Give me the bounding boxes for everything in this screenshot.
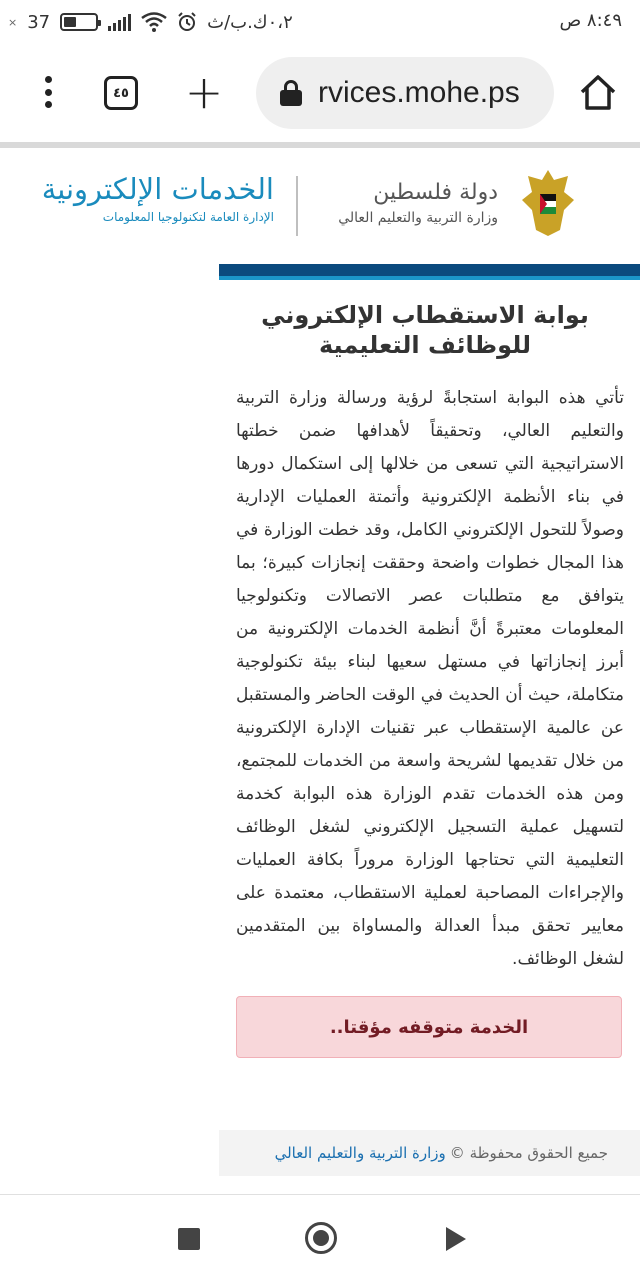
- status-icons: [8, 9, 293, 35]
- footer: [219, 1130, 640, 1176]
- home-icon[interactable]: [576, 70, 620, 114]
- site-title[interactable]: الخدمات الإلكترونية: [41, 172, 274, 206]
- state-name: دولة فلسطين: [373, 180, 498, 205]
- url-bar[interactable]: [256, 57, 554, 129]
- page-title: بوابة الاستقطاب الإلكتروني للوظائف التعليمية: [261, 301, 589, 359]
- header-bar: [219, 264, 640, 280]
- network-speed: ٠،٢ك.ب/ث: [207, 11, 293, 33]
- alarm-icon: [177, 12, 197, 32]
- tab-switcher-button[interactable]: ٤٥: [104, 76, 138, 110]
- square-icon[interactable]: [178, 1228, 200, 1250]
- service-status-alert: الخدمة متوقفه مؤقتا..: [236, 996, 622, 1058]
- toolbar-divider: [0, 142, 640, 148]
- signal-icon: [108, 13, 131, 31]
- main-content: [219, 300, 640, 969]
- ministry-name: وزارة التربية والتعليم العالي: [338, 210, 498, 226]
- wifi-icon: [141, 12, 167, 32]
- eagle-emblem-icon: [520, 166, 576, 240]
- site-header: [0, 150, 640, 262]
- new-tab-button[interactable]: +: [184, 65, 224, 119]
- more-vert-icon[interactable]: [36, 72, 60, 112]
- battery-icon: [60, 13, 98, 31]
- status-bar: [0, 0, 640, 44]
- triangle-icon[interactable]: [446, 1227, 466, 1251]
- copyright-text: جميع الحقوق محفوظة ©: [449, 1144, 608, 1162]
- footer-ministry-link[interactable]: وزارة التربية والتعليم العالي: [274, 1144, 446, 1162]
- site-subtitle: الإدارة العامة لتكنولوجيا المعلومات: [102, 210, 274, 224]
- intro-paragraph: تأتي هذه البوابة استجابةً لرؤية ورسالة وزارة التربية والتعليم العالي، وتحقيقاً لأهدافها ضمن خطتها الاستراتيجية التي تسعى من خلالها إلى استكمال دورها في بناء الأنظمة الإلكترونية وأتمتة العمليات الإدارية وصولاً للتحول الإلكتروني الكامل، وقد خطت الوزارة في هذا المجال خطوات واضحة وحققت إنجازات كبيرة؛ بما يتوافق مع متطلبات عصر الاتصالات وتكنولوجيا المعلومات معتبرةً أنَّ أنظمة الخدمات الإلكترونية من أبرز إنجازاتها في مستهل سعيها لبناء بيئة تكنولوجية متكاملة، حيث أن الحديث في الوقت الحاضر والمستقبل عن عالمية الإستقطاب عبر تقنيات الإدارة الإلكترونية من خلال تقديمها لشريحة واسعة من الخدمات للمجتمع، ومن هذه الخدمات تقدم الوزارة هذه البوابة كخدمة لتسهيل عملية التسجيل الإلكتروني لشغل الوظائف التعليمية التي تحتاجها الوزارة مروراً بكافة العمليات والإجراءات المصاحبة لعملية الاستقطاب، معتمدة على معايير تحقق مبدأ العدالة والمساواة بين المتقدمين لشغل الوظائف.: [236, 388, 624, 969]
- browser-toolbar: [0, 44, 640, 142]
- close-mark: ×: [8, 15, 18, 29]
- battery-level: 37: [27, 11, 51, 33]
- url-text: rvices.mohe.ps: [318, 76, 520, 109]
- circle-icon[interactable]: [305, 1222, 337, 1254]
- clock: ٨:٤٩ ص: [559, 10, 622, 31]
- lock-icon: [280, 80, 302, 106]
- system-nav-bar: [0, 1194, 640, 1280]
- header-divider: [296, 176, 298, 236]
